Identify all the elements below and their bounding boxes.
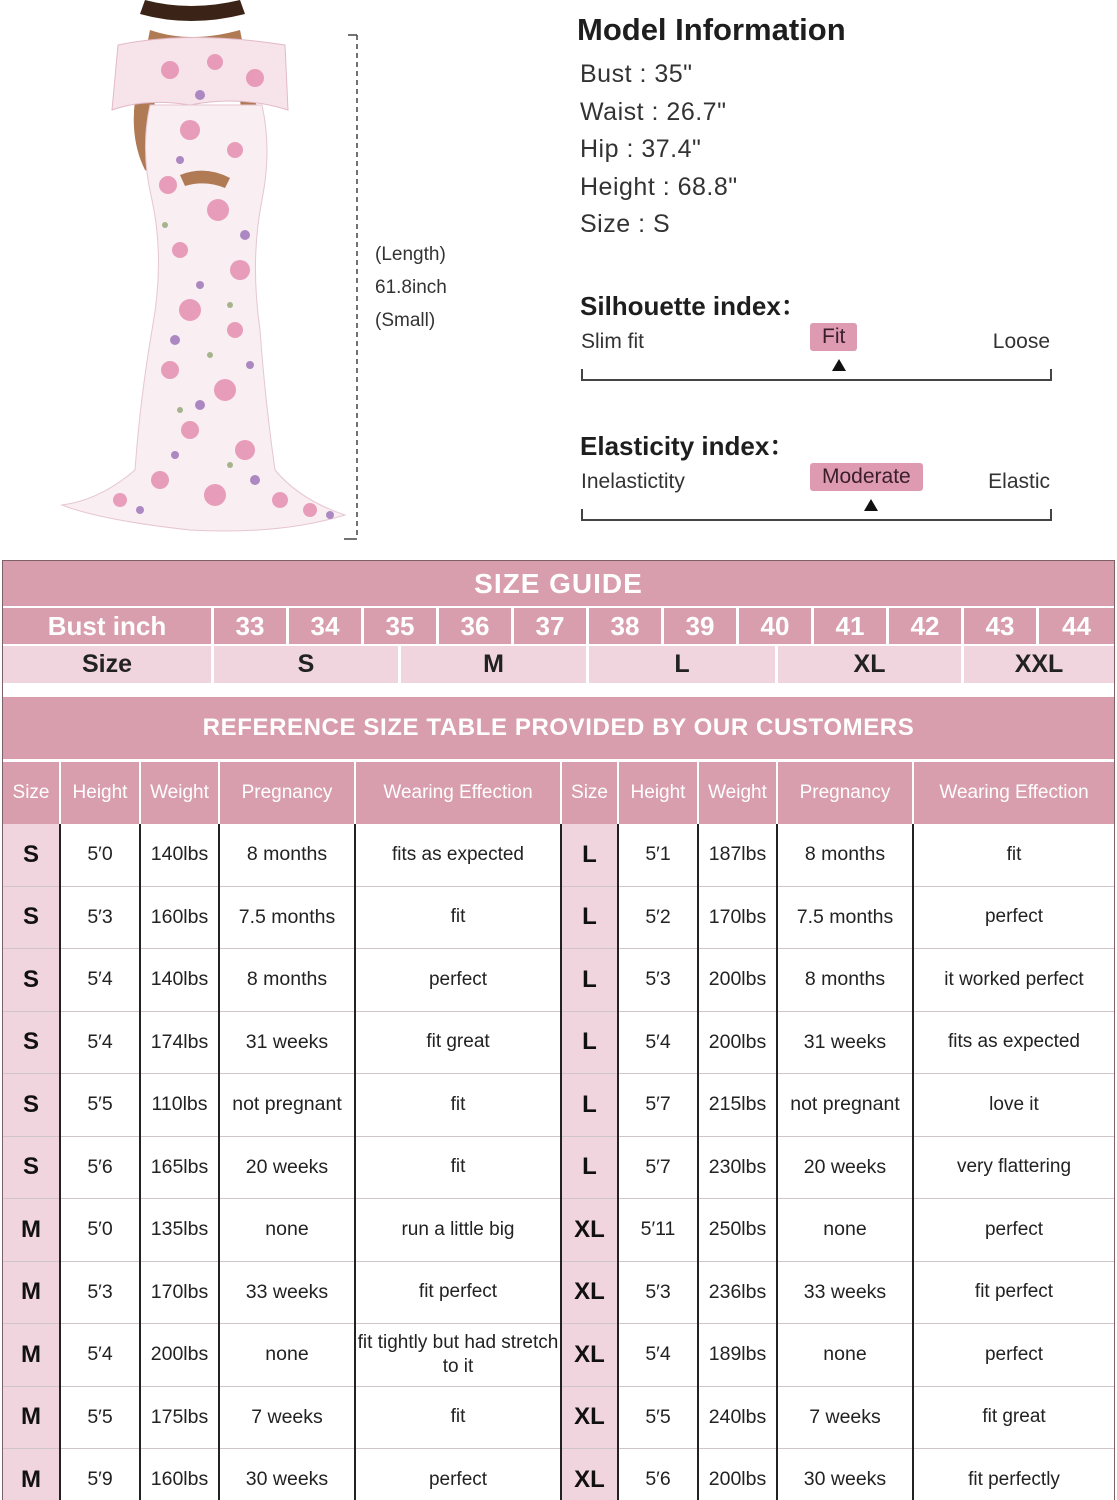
weight-cell: 165lbs <box>140 1136 219 1199</box>
size-cell: L <box>561 1074 618 1137</box>
reference-table-title: REFERENCE SIZE TABLE PROVIDED BY OUR CUSTOMERS <box>3 697 1114 759</box>
table-row <box>3 1136 1114 1199</box>
pregnancy-cell: none <box>219 1324 355 1387</box>
weight-cell: 140lbs <box>140 824 219 887</box>
table-row <box>3 824 1114 887</box>
size-guide <box>2 560 1115 1500</box>
size-value: S <box>214 646 401 683</box>
bust-value: 42 <box>889 608 964 644</box>
pregnancy-cell: 31 weeks <box>219 1011 355 1074</box>
bust-value: 44 <box>1062 610 1091 641</box>
pregnancy-cell: none <box>219 1199 355 1262</box>
table-row <box>3 886 1114 949</box>
weight-cell: 200lbs <box>698 1449 777 1500</box>
bust-value: 39 <box>664 608 739 644</box>
wearing-effection-cell: fit perfect <box>355 1261 561 1324</box>
elasticity-marker-icon <box>864 499 878 511</box>
weight-cell: 174lbs <box>140 1011 219 1074</box>
wearing-effection-cell: fits as expected <box>913 1011 1114 1074</box>
size-cell: S <box>3 1074 60 1137</box>
bust-value: 36 <box>439 608 514 644</box>
size-cell: S <box>3 886 60 949</box>
wearing-effection-cell: fit <box>355 1386 561 1449</box>
size-value: XXL <box>1014 650 1064 678</box>
elasticity-scale-line <box>581 509 1052 521</box>
model-information-title: Model Information <box>577 12 846 47</box>
wearing-effection-cell: very flattering <box>913 1136 1114 1199</box>
size-cell: L <box>561 949 618 1012</box>
reference-table <box>3 759 1114 1500</box>
column-header: Size <box>3 761 60 824</box>
size-cell: L <box>561 1011 618 1074</box>
table-row <box>3 1449 1114 1500</box>
wearing-effection-cell: love it <box>913 1074 1114 1137</box>
weight-cell: 200lbs <box>698 949 777 1012</box>
height-cell: 5′5 <box>618 1386 698 1449</box>
size-cell: XL <box>561 1199 618 1262</box>
weight-cell: 170lbs <box>140 1261 219 1324</box>
wearing-effection-cell: fit <box>355 1136 561 1199</box>
weight-cell: 170lbs <box>698 886 777 949</box>
height-cell: 5′6 <box>60 1136 140 1199</box>
silhouette-right-label: Loose <box>992 330 1050 353</box>
bust-value: 37 <box>514 608 589 644</box>
pregnancy-cell: 7 weeks <box>219 1386 355 1449</box>
bust-value: 34 <box>289 608 364 644</box>
size-cell: L <box>561 886 618 949</box>
bust-value: 35 <box>364 608 439 644</box>
pregnancy-cell: 7.5 months <box>777 886 913 949</box>
table-row <box>3 1199 1114 1262</box>
bust-label: Bust inch <box>3 608 214 644</box>
model-waist: Waist : 26.7" <box>580 97 727 126</box>
pregnancy-cell: 31 weeks <box>777 1011 913 1074</box>
table-row <box>3 949 1114 1012</box>
height-cell: 5′9 <box>60 1449 140 1500</box>
column-header: Weight <box>698 761 777 824</box>
column-header: Height <box>60 761 140 824</box>
height-cell: 5′4 <box>618 1324 698 1387</box>
table-row <box>3 1386 1114 1449</box>
weight-cell: 135lbs <box>140 1199 219 1262</box>
weight-cell: 175lbs <box>140 1386 219 1449</box>
size-cell: XL <box>561 1386 618 1449</box>
bust-row <box>3 606 1114 644</box>
weight-cell: 200lbs <box>140 1324 219 1387</box>
height-cell: 5′3 <box>618 949 698 1012</box>
height-cell: 5′2 <box>618 886 698 949</box>
silhouette-scale-line <box>581 369 1052 381</box>
weight-cell: 189lbs <box>698 1324 777 1387</box>
model-information <box>577 12 1077 244</box>
table-row <box>3 1261 1114 1324</box>
pregnancy-cell: not pregnant <box>777 1074 913 1137</box>
pregnancy-cell: 8 months <box>219 949 355 1012</box>
pregnancy-cell: 20 weeks <box>219 1136 355 1199</box>
height-cell: 5′7 <box>618 1136 698 1199</box>
wearing-effection-cell: fits as expected <box>355 824 561 887</box>
table-row <box>3 1074 1114 1137</box>
length-label-line1: (Length) <box>375 244 446 265</box>
wearing-effection-cell: fit perfect <box>913 1261 1114 1324</box>
size-cell: M <box>3 1449 60 1500</box>
height-cell: 5′3 <box>618 1261 698 1324</box>
height-cell: 5′5 <box>60 1386 140 1449</box>
weight-cell: 215lbs <box>698 1074 777 1137</box>
elasticity-selected-badge: Moderate <box>810 463 923 491</box>
weight-cell: 230lbs <box>698 1136 777 1199</box>
dress-illustration <box>40 0 370 545</box>
pregnancy-cell: 8 months <box>777 949 913 1012</box>
height-cell: 5′0 <box>60 824 140 887</box>
table-row <box>3 1324 1114 1387</box>
pregnancy-cell: 20 weeks <box>777 1136 913 1199</box>
size-value: M <box>401 646 589 683</box>
height-cell: 5′0 <box>60 1199 140 1262</box>
size-value: XL <box>778 646 964 683</box>
wearing-effection-cell: perfect <box>913 1324 1114 1387</box>
size-cell: L <box>561 1136 618 1199</box>
wearing-effection-cell: fit great <box>355 1011 561 1074</box>
size-cell: XL <box>561 1324 618 1387</box>
elasticity-index-title: Elasticity index： <box>580 431 796 461</box>
pregnancy-cell: 7.5 months <box>219 886 355 949</box>
wearing-effection-cell: fit perfectly <box>913 1449 1114 1500</box>
reference-header-row <box>3 761 1114 824</box>
model-hip: Hip : 37.4" <box>580 135 702 163</box>
weight-cell: 160lbs <box>140 886 219 949</box>
column-header: Wearing Effection <box>355 761 561 824</box>
height-cell: 5′4 <box>60 949 140 1012</box>
pregnancy-cell: 33 weeks <box>219 1261 355 1324</box>
size-cell: S <box>3 949 60 1012</box>
height-cell: 5′3 <box>60 886 140 949</box>
column-header: Pregnancy <box>219 761 355 824</box>
weight-cell: 140lbs <box>140 949 219 1012</box>
model-bust: Bust : 35" <box>580 60 693 88</box>
length-label-line2: 61.8inch <box>375 277 447 298</box>
reference-table-body <box>3 824 1114 1500</box>
height-cell: 5′1 <box>618 824 698 887</box>
silhouette-index-title: Silhouette index： <box>580 291 807 321</box>
height-cell: 5′4 <box>60 1324 140 1387</box>
weight-cell: 240lbs <box>698 1386 777 1449</box>
size-cell: S <box>3 1136 60 1199</box>
size-cell: XL <box>561 1449 618 1500</box>
size-cell: M <box>3 1386 60 1449</box>
length-measure-line <box>343 34 359 540</box>
table-row <box>3 1011 1114 1074</box>
pregnancy-cell: none <box>777 1324 913 1387</box>
model-height: Height : 68.8" <box>580 172 738 201</box>
pregnancy-cell: 8 months <box>219 824 355 887</box>
pregnancy-cell: none <box>777 1199 913 1262</box>
weight-cell: 110lbs <box>140 1074 219 1137</box>
height-cell: 5′4 <box>60 1011 140 1074</box>
column-header: Height <box>618 761 698 824</box>
column-header: Wearing Effection <box>913 761 1114 824</box>
wearing-effection-cell: fit <box>355 886 561 949</box>
bust-value: 38 <box>589 608 664 644</box>
elasticity-index <box>580 426 1052 526</box>
size-value: L <box>589 646 778 683</box>
size-guide-title: SIZE GUIDE <box>3 561 1114 606</box>
wearing-effection-cell: perfect <box>913 1199 1114 1262</box>
pregnancy-cell: 30 weeks <box>219 1449 355 1500</box>
bust-value: 41 <box>814 608 889 644</box>
wearing-effection-cell: fit <box>355 1074 561 1137</box>
pregnancy-cell: 33 weeks <box>777 1261 913 1324</box>
size-row <box>3 644 1114 683</box>
column-header: Weight <box>140 761 219 824</box>
size-cell: M <box>3 1261 60 1324</box>
pregnancy-cell: not pregnant <box>219 1074 355 1137</box>
silhouette-left-label: Slim fit <box>581 330 644 353</box>
size-cell: S <box>3 1011 60 1074</box>
pregnancy-cell: 7 weeks <box>777 1386 913 1449</box>
wearing-effection-cell: it worked perfect <box>913 949 1114 1012</box>
length-label-line3: (Small) <box>375 310 436 331</box>
wearing-effection-cell: fit <box>913 824 1114 887</box>
size-cell: M <box>3 1324 60 1387</box>
wearing-effection-cell: run a little big <box>355 1199 561 1262</box>
height-cell: 5′4 <box>618 1011 698 1074</box>
height-cell: 5′11 <box>618 1199 698 1262</box>
height-cell: 5′7 <box>618 1074 698 1137</box>
bust-value: 33 <box>214 608 289 644</box>
column-header: Size <box>561 761 618 824</box>
height-cell: 5′3 <box>60 1261 140 1324</box>
pregnancy-cell: 8 months <box>777 824 913 887</box>
weight-cell: 160lbs <box>140 1449 219 1500</box>
pregnancy-cell: 30 weeks <box>777 1449 913 1500</box>
silhouette-marker-icon <box>832 359 846 371</box>
elasticity-right-label: Elastic <box>988 470 1050 493</box>
elasticity-left-label: Inelastictity <box>581 470 685 493</box>
weight-cell: 236lbs <box>698 1261 777 1324</box>
model-size: Size : S <box>580 210 671 238</box>
size-cell: S <box>3 824 60 887</box>
bust-value: 43 <box>964 608 1039 644</box>
section-spacer <box>3 683 1114 697</box>
product-photo <box>40 0 370 545</box>
size-cell: XL <box>561 1261 618 1324</box>
size-cell: M <box>3 1199 60 1262</box>
height-cell: 5′6 <box>618 1449 698 1500</box>
wearing-effection-cell: perfect <box>913 886 1114 949</box>
weight-cell: 187lbs <box>698 824 777 887</box>
wearing-effection-cell: perfect <box>355 1449 561 1500</box>
size-cell: L <box>561 824 618 887</box>
length-label <box>375 238 447 337</box>
wearing-effection-cell: fit tightly but had stretch to it <box>355 1324 561 1387</box>
silhouette-index <box>580 286 1052 386</box>
bust-value: 40 <box>739 608 814 644</box>
weight-cell: 250lbs <box>698 1199 777 1262</box>
size-label: Size <box>3 646 214 683</box>
column-header: Pregnancy <box>777 761 913 824</box>
wearing-effection-cell: fit great <box>913 1386 1114 1449</box>
silhouette-selected-badge: Fit <box>810 323 857 351</box>
height-cell: 5′5 <box>60 1074 140 1137</box>
weight-cell: 200lbs <box>698 1011 777 1074</box>
wearing-effection-cell: perfect <box>355 949 561 1012</box>
